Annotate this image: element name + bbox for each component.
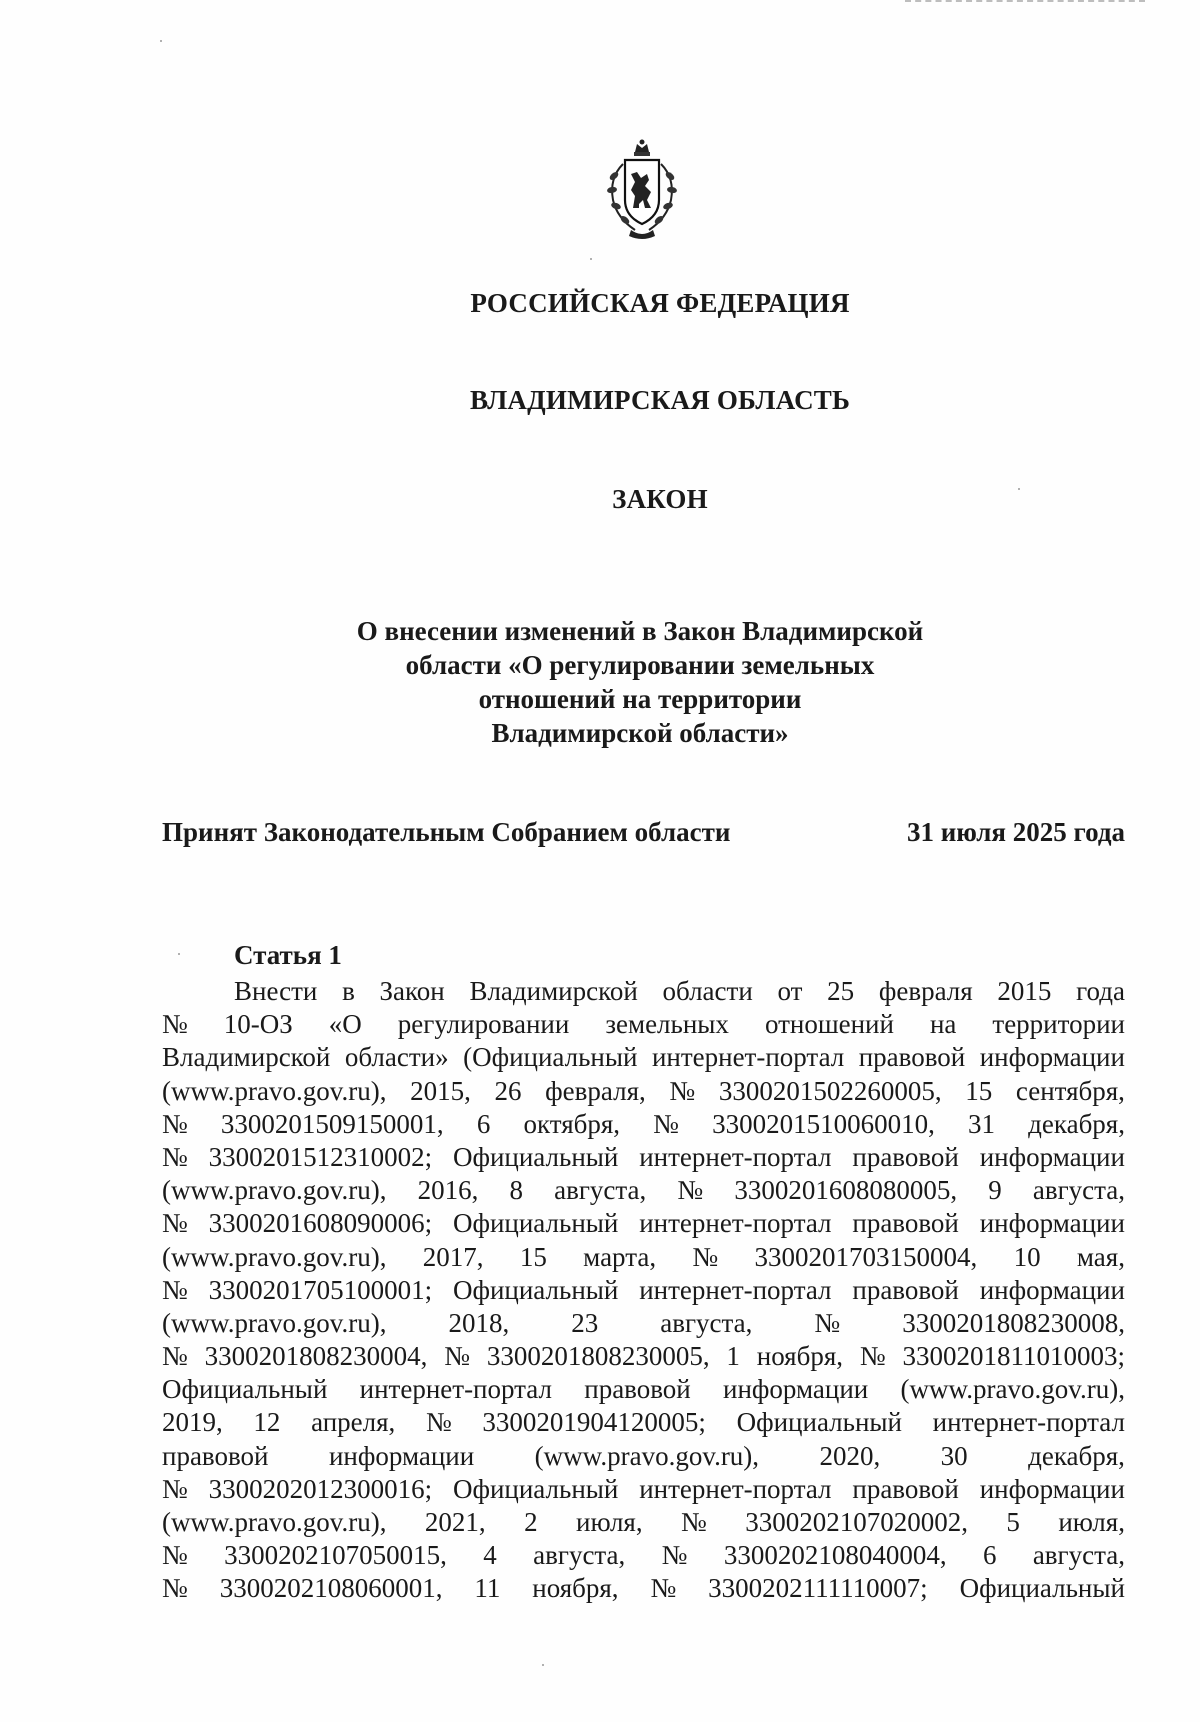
article-word: декабря, <box>1028 1440 1125 1471</box>
article-word: 3300201811010003; <box>902 1341 1125 1372</box>
article-word: мая, <box>1076 1241 1125 1272</box>
article-word: интернет-портал <box>651 1042 845 1073</box>
article-word: информации <box>979 1141 1125 1172</box>
article-word: 2021, <box>424 1507 486 1537</box>
article-word: сентября, <box>1015 1075 1125 1106</box>
country-heading: РОССИЙСКАЯ ФЕДЕРАЦИЯ <box>470 288 850 318</box>
article-word: июля, <box>576 1507 643 1537</box>
article-word: марта, <box>583 1241 657 1272</box>
article-heading: Статья 1 <box>234 940 342 970</box>
article-word: 26 <box>494 1075 522 1106</box>
article-word: № <box>162 1208 188 1239</box>
article-word: 9 <box>988 1175 1002 1206</box>
article-word: 11 <box>474 1573 501 1604</box>
article-word: Закон <box>379 976 445 1006</box>
article-word: регулировании <box>397 1009 570 1040</box>
article-word: (www.pravo.gov.ru), <box>534 1440 760 1471</box>
article-word: информации <box>979 1473 1125 1504</box>
article-word: 2015, <box>410 1075 471 1106</box>
article-word: Официальный <box>162 1374 328 1405</box>
article-word: на <box>929 1009 957 1040</box>
article-word: № <box>444 1341 470 1372</box>
scan-speck <box>1018 488 1020 490</box>
article-word: информации <box>328 1440 475 1471</box>
article-line <box>162 1572 1125 1605</box>
article-word: 2017, <box>422 1241 484 1272</box>
article-word: Владимирской <box>162 1042 331 1073</box>
article-word: (www.pravo.gov.ru), <box>162 1075 387 1106</box>
article-word: области» <box>344 1042 449 1073</box>
article-word: земельных <box>605 1009 729 1040</box>
article-word: правовой <box>852 1473 959 1504</box>
article-word: территории <box>992 1009 1125 1040</box>
article-word: Официальный <box>452 1208 619 1239</box>
article-word: № <box>859 1341 886 1372</box>
article-word: 3300201705100001; <box>208 1274 433 1305</box>
article-line <box>162 1174 1125 1207</box>
article-word: 15 <box>965 1075 993 1106</box>
article-word: правовой <box>852 1141 959 1172</box>
article-word: Владимирской <box>469 976 638 1006</box>
article-word: правовой <box>858 1042 966 1073</box>
article-line <box>162 1241 1125 1274</box>
article-word: 4 <box>483 1540 497 1571</box>
article-word: № <box>814 1307 841 1338</box>
article-line <box>162 975 1125 1008</box>
article-word: 5 <box>1006 1507 1020 1537</box>
article-word: 3300201502260005, <box>718 1075 942 1106</box>
article-word: информации <box>723 1374 869 1405</box>
article-word: 3300202107020002, <box>745 1507 968 1537</box>
scan-speck <box>160 40 162 42</box>
article-word: 2015 <box>997 976 1052 1006</box>
adoption-date: 31 июля 2025 года <box>907 817 1125 847</box>
document-type-heading: ЗАКОН <box>612 484 708 514</box>
article-word: 2016, <box>417 1175 479 1206</box>
article-word: в <box>342 976 355 1006</box>
article-word: 30 <box>940 1440 968 1471</box>
article-word: 3300202012300016; <box>208 1473 433 1504</box>
article-line <box>162 1041 1125 1074</box>
article-word: 25 <box>827 976 855 1006</box>
article-word: правовой <box>852 1208 959 1239</box>
article-word: правовой <box>852 1274 959 1305</box>
article-word: № <box>661 1540 688 1571</box>
scan-speck <box>542 1664 544 1666</box>
article-word: (www.pravo.gov.ru), <box>162 1175 387 1206</box>
article-word: октября, <box>523 1108 621 1139</box>
article-word: 3300201703150004, <box>754 1241 978 1272</box>
article-word: (www.pravo.gov.ru), <box>162 1507 387 1537</box>
article-word: (www.pravo.gov.ru), <box>900 1374 1125 1405</box>
article-word: интернет-портал <box>639 1208 832 1239</box>
article-word: 6 <box>982 1540 997 1571</box>
article-word: ноября, <box>532 1573 619 1604</box>
article-word: февраля <box>878 976 973 1006</box>
article-line <box>162 1340 1125 1373</box>
article-word: 6 <box>476 1108 491 1139</box>
article-word: № <box>669 1075 696 1106</box>
article-word: 3300202111110007; <box>708 1573 928 1604</box>
article-word: интернет-портал <box>639 1274 832 1305</box>
article-word: 3300201510060010, <box>712 1108 935 1139</box>
article-word: № <box>677 1175 704 1206</box>
article-line <box>162 1274 1125 1307</box>
law-title <box>300 614 980 750</box>
article-word: № <box>162 1341 188 1372</box>
article-word: декабря, <box>1028 1108 1125 1139</box>
article-word: 31 <box>968 1108 995 1139</box>
article-word: 10 <box>1013 1241 1041 1272</box>
adoption-body: Принят Законодательным Собранием области <box>162 817 731 847</box>
article-line <box>162 1207 1125 1240</box>
article-line <box>162 1075 1125 1108</box>
article-word: от <box>777 976 803 1006</box>
scan-artifact <box>905 0 1145 5</box>
adoption-line <box>162 817 1125 848</box>
article-line <box>162 1307 1125 1340</box>
article-word: 1 <box>726 1341 740 1372</box>
article-word: 3300201808230004, <box>204 1341 428 1372</box>
article-word: № <box>681 1507 707 1537</box>
article-word: Официальный <box>452 1274 619 1305</box>
article-word: Официальный <box>959 1573 1125 1604</box>
article-word: ноября, <box>756 1341 844 1372</box>
article-word: интернет-портал <box>932 1407 1125 1438</box>
article-word: интернет-портал <box>639 1141 832 1172</box>
article-word: Внести <box>234 976 318 1006</box>
article-word: февраля, <box>545 1075 646 1106</box>
article-word: Официальный <box>736 1407 902 1438</box>
article-word: августа, <box>554 1175 647 1206</box>
article-word: 12 <box>253 1407 281 1438</box>
law-title-line: отношений на территории <box>478 684 802 714</box>
coat-of-arms-icon <box>601 138 683 242</box>
article-word: августа, <box>1032 1175 1125 1206</box>
scan-speck <box>590 258 592 260</box>
article-word: 3300201509150001, <box>220 1108 444 1139</box>
article-word: 10-ОЗ <box>223 1009 293 1040</box>
article-word: 3300201904120005; <box>482 1407 706 1438</box>
article-word: № <box>162 1573 188 1604</box>
article-word: № <box>653 1108 679 1139</box>
article-word: 8 <box>509 1175 523 1206</box>
article-word: 3300201608090006; <box>208 1208 433 1239</box>
article-word: информации <box>979 1208 1125 1239</box>
article-word: апреля, <box>311 1407 396 1438</box>
article-word: № <box>162 1009 188 1040</box>
article-line <box>162 1008 1125 1041</box>
article-line <box>162 1539 1125 1572</box>
law-title-line: О внесении изменений в Закон Владимирской <box>356 616 924 646</box>
article-word: № <box>650 1573 677 1604</box>
article-word: 3300202108060001, <box>219 1573 443 1604</box>
article-line <box>162 1506 1125 1539</box>
article-word: (www.pravo.gov.ru), <box>162 1307 387 1338</box>
law-title-line: области «О регулировании земельных <box>405 650 875 680</box>
article-word: года <box>1076 976 1125 1006</box>
article-word: информации <box>979 1274 1125 1305</box>
article-word: № <box>425 1407 452 1438</box>
article-word: Официальный <box>452 1473 619 1504</box>
article-word: интернет-портал <box>359 1374 552 1405</box>
article-line <box>162 1473 1125 1506</box>
article-word: интернет-портал <box>639 1473 832 1504</box>
scan-speck <box>178 953 180 955</box>
article-word: (Официальный <box>463 1042 638 1073</box>
region-heading: ВЛАДИМИРСКАЯ ОБЛАСТЬ <box>469 385 851 415</box>
article-word: правовой <box>162 1440 269 1471</box>
article-line <box>162 1440 1125 1473</box>
article-word: 2019, <box>162 1407 223 1438</box>
article-word: 2020, <box>819 1440 881 1471</box>
article-word: «О <box>328 1009 362 1040</box>
article-word: области <box>662 976 753 1006</box>
article-word: (www.pravo.gov.ru), <box>162 1241 387 1272</box>
article-word: № <box>162 1540 188 1571</box>
article-word: 2018, <box>448 1307 510 1338</box>
article-word: № <box>162 1274 188 1305</box>
law-title-line: Владимирской области» <box>491 718 789 748</box>
article-word: 3300202108040004, <box>723 1540 947 1571</box>
article-line <box>162 1373 1125 1406</box>
article-word: июля, <box>1058 1507 1125 1537</box>
article-line <box>162 1108 1125 1141</box>
article-word: № <box>162 1108 188 1139</box>
article-body <box>162 975 1125 1606</box>
article-word: 3300202107050015, <box>224 1540 447 1571</box>
article-word: августа, <box>660 1307 753 1338</box>
article-word: правовой <box>584 1374 691 1405</box>
article-word: 3300201808230008, <box>902 1307 1125 1338</box>
article-word: августа, <box>533 1540 626 1571</box>
article-word: Официальный <box>452 1141 619 1172</box>
article-word: отношений <box>764 1009 894 1040</box>
article-word: № <box>692 1241 719 1272</box>
article-word: № <box>162 1141 188 1172</box>
article-word: информации <box>979 1042 1125 1073</box>
article-word: 3300201512310002; <box>208 1141 433 1172</box>
article-line <box>162 1141 1125 1174</box>
article-word: № <box>162 1473 188 1504</box>
article-word: августа, <box>1032 1540 1125 1571</box>
article-word: 23 <box>571 1307 599 1338</box>
article-line <box>162 1406 1125 1439</box>
article-word: 2 <box>524 1507 538 1537</box>
article-word: 3300201608080005, <box>734 1175 958 1206</box>
article-word: 3300201808230005, <box>486 1341 710 1372</box>
article-word: 15 <box>519 1241 547 1272</box>
